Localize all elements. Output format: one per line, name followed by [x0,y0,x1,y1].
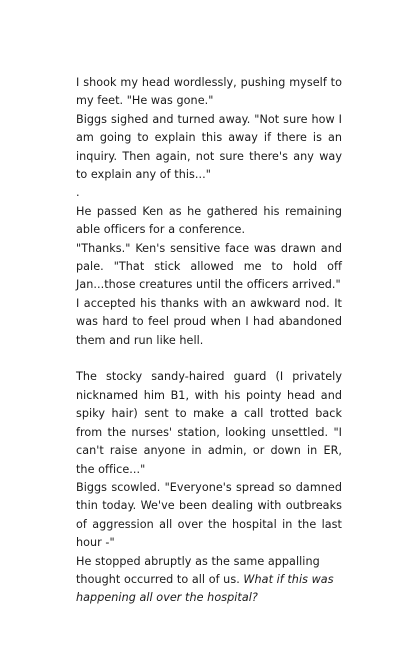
paragraph-text: He stopped abruptly as the same appalling thought occurred to all of us. [76,554,320,586]
paragraph: I shook my head wordlessly, pushing myself to my feet. "He was gone." [76,76,342,108]
paragraph: Biggs sighed and turned away. "Not sure how I am going to explain this away if there is an inquiry. Then again, not sure there's any way to explain any of this..." [76,112,342,182]
paragraph [76,553,342,608]
paragraph: I accepted his thanks with an awkward nod. It was hard to feel proud when I had abandoned them and run like hell. [76,296,342,347]
paragraph: He passed Ken as he gathered his remaining able officers for a conference. [76,204,342,237]
paragraph: The stocky sandy-haired guard (I privately nicknamed him B1, with his pointy head and spiky hair) sent to make a call trotted back from the nurses' station, looking unsettled. "I can't raise anyone in admin, or down in ER, the office..." [76,370,342,476]
paragraph: . [76,186,80,200]
paragraph-gap [76,350,342,368]
paragraph: Biggs scowled. "Everyone's spread so damned thin today. We've been dealing with outbreaks of aggression all over the hospital in the last hour -" [76,480,342,550]
paragraph: "Thanks." Ken's sensitive face was drawn and pale. "That stick allowed me to hold off Jan...those creatures until the officers arrived." [76,241,342,292]
body-text [76,74,342,608]
italic-thought: What if this was happening all over the hospital? [76,572,334,605]
